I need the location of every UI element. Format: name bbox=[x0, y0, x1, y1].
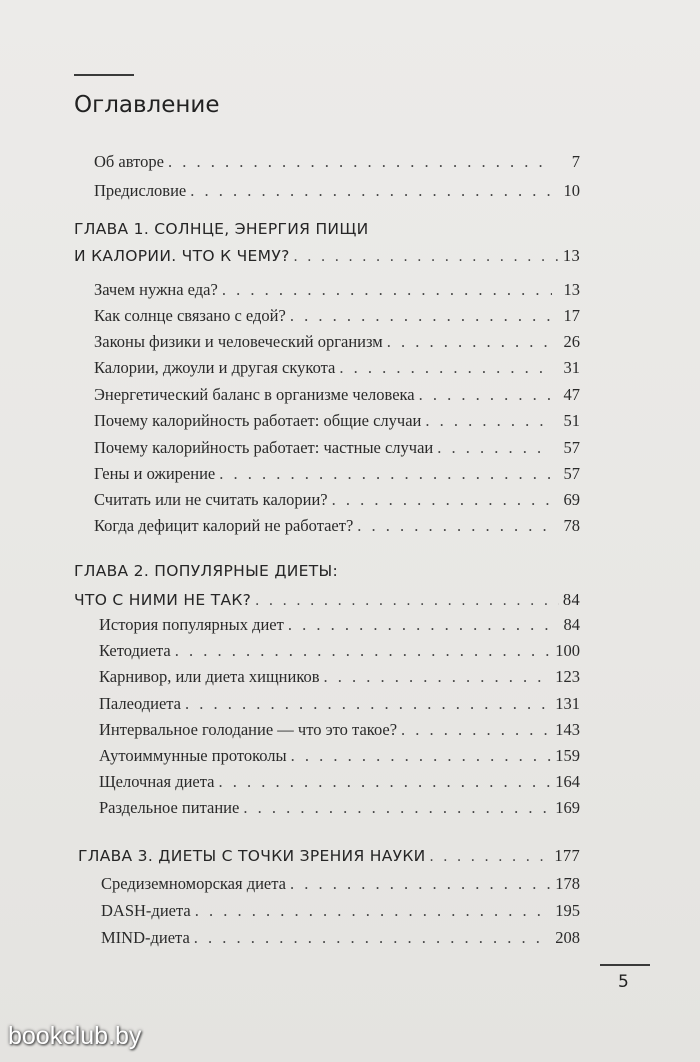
leader-dots bbox=[324, 667, 552, 687]
leader-dots bbox=[195, 901, 552, 921]
toc-entry bbox=[94, 358, 580, 378]
toc-entry-page: 123 bbox=[555, 667, 580, 686]
toc-entry bbox=[99, 798, 580, 818]
toc-entry bbox=[99, 667, 580, 687]
toc-entry bbox=[99, 694, 580, 714]
toc-entry-label: Палеодиета bbox=[99, 694, 182, 713]
toc-entry bbox=[94, 490, 580, 510]
leader-dots bbox=[185, 694, 551, 714]
leader-dots bbox=[419, 385, 552, 405]
leader-dots bbox=[219, 464, 552, 484]
toc-entry-page: 57 bbox=[563, 438, 580, 457]
leader-dots bbox=[437, 438, 552, 458]
toc-entry-page: 169 bbox=[555, 798, 580, 817]
toc-entry-label: DASH-диета bbox=[101, 901, 191, 920]
toc-entry-page: 7 bbox=[571, 152, 580, 171]
toc-entry-page: 178 bbox=[555, 874, 580, 893]
toc-entry-page: 164 bbox=[555, 772, 580, 791]
leader-dots bbox=[168, 152, 552, 172]
watermark: bookclub.by bbox=[8, 1022, 142, 1050]
chapter-heading bbox=[74, 562, 580, 610]
toc-entry-label: Об авторе bbox=[94, 152, 164, 171]
toc-title: Оглавление bbox=[74, 92, 220, 118]
toc-entry-label: Почему калорийность работает: частные случаи bbox=[94, 438, 434, 457]
chapter-heading bbox=[74, 220, 580, 266]
toc-entry-label: Кетодиета bbox=[99, 641, 171, 660]
toc-entry-page: 57 bbox=[563, 464, 580, 483]
toc-entry-label: Как солнце связано с едой? bbox=[94, 306, 286, 325]
toc-entry-label: Средиземноморская диета bbox=[101, 874, 286, 893]
leader-dots bbox=[401, 720, 551, 740]
leader-dots bbox=[357, 516, 552, 536]
chapter-title-line1: ГЛАВА 2. ПОПУЛЯРНЫЕ ДИЕТЫ: bbox=[74, 562, 339, 580]
toc-entry-page: 100 bbox=[555, 641, 580, 660]
toc-entry-page: 84 bbox=[563, 615, 580, 634]
leader-dots bbox=[218, 772, 551, 792]
toc-entry-label: MIND-диета bbox=[101, 928, 190, 947]
chapter-page: 84 bbox=[562, 590, 580, 609]
toc-entry-page: 31 bbox=[563, 358, 580, 377]
toc-entry bbox=[94, 306, 580, 326]
toc-entry-page: 13 bbox=[563, 280, 580, 299]
top-rule bbox=[74, 74, 134, 76]
toc-entry-page: 17 bbox=[563, 306, 580, 325]
toc-entry-label: Считать или не считать калории? bbox=[94, 490, 328, 509]
leader-dots bbox=[175, 641, 551, 661]
leader-dots bbox=[255, 592, 559, 610]
toc-entry-page: 26 bbox=[563, 332, 580, 351]
toc-entry-label: Предисловие bbox=[94, 181, 187, 200]
toc-entry bbox=[94, 516, 580, 536]
chapter-page: 177 bbox=[554, 846, 580, 865]
toc-entry bbox=[94, 152, 580, 172]
toc-entry bbox=[99, 746, 580, 766]
toc-entry bbox=[94, 332, 580, 352]
toc-entry-label: Энергетический баланс в организме человека bbox=[94, 385, 415, 404]
toc-entry bbox=[101, 928, 580, 948]
leader-dots bbox=[294, 248, 559, 266]
toc-entry-page: 195 bbox=[555, 901, 580, 920]
toc-entry bbox=[101, 901, 580, 921]
leader-dots bbox=[339, 358, 552, 378]
toc-entry bbox=[99, 615, 580, 635]
page-number: 5 bbox=[618, 972, 629, 992]
toc-entry bbox=[99, 772, 580, 792]
toc-entry bbox=[94, 181, 580, 201]
leader-dots bbox=[387, 332, 552, 352]
chapter-title-line2: ГЛАВА 3. ДИЕТЫ С ТОЧКИ ЗРЕНИЯ НАУКИ bbox=[78, 847, 426, 865]
toc-entry bbox=[94, 280, 580, 300]
toc-entry bbox=[99, 720, 580, 740]
chapter-title-line2: ЧТО С НИМИ НЕ ТАК? bbox=[74, 591, 252, 609]
toc-entry-label: Гены и ожирение bbox=[94, 464, 216, 483]
toc-entry-label: Щелочная диета bbox=[99, 772, 215, 791]
footer-rule bbox=[600, 964, 650, 966]
toc-entry-label: Калории, джоули и другая скукота bbox=[94, 358, 336, 377]
toc-entry-label: Карнивор, или диета хищников bbox=[99, 667, 320, 686]
chapter-page: 13 bbox=[562, 246, 580, 265]
chapter-heading bbox=[78, 846, 580, 866]
leader-dots bbox=[243, 798, 551, 818]
toc-entry bbox=[94, 385, 580, 405]
toc-entry-page: 78 bbox=[563, 516, 580, 535]
chapter-title-line2: И КАЛОРИИ. ЧТО К ЧЕМУ? bbox=[74, 247, 290, 265]
toc-entry-page: 47 bbox=[563, 385, 580, 404]
leader-dots bbox=[290, 306, 552, 326]
leader-dots bbox=[425, 411, 552, 431]
toc-entry-label: Почему калорийность работает: общие случаи bbox=[94, 411, 422, 430]
toc-entry bbox=[101, 874, 580, 894]
toc-entry-page: 143 bbox=[555, 720, 580, 739]
toc-entry-page: 131 bbox=[555, 694, 580, 713]
toc-entry-label: Зачем нужна еда? bbox=[94, 280, 218, 299]
leader-dots bbox=[332, 490, 552, 510]
toc-entry bbox=[94, 438, 580, 458]
leader-dots bbox=[288, 615, 552, 635]
toc-entry bbox=[94, 464, 580, 484]
toc-entry-label: Интервальное голодание — что это такое? bbox=[99, 720, 398, 739]
toc-entry-label: История популярных диет bbox=[99, 615, 284, 634]
leader-dots bbox=[290, 874, 551, 894]
leader-dots bbox=[190, 181, 552, 201]
toc-entry-label: Когда дефицит калорий не работает? bbox=[94, 516, 354, 535]
chapter-title-line1: ГЛАВА 1. СОЛНЦЕ, ЭНЕРГИЯ ПИЩИ bbox=[74, 220, 369, 238]
toc-entry bbox=[94, 411, 580, 431]
toc-entry-label: Законы физики и человеческий организм bbox=[94, 332, 383, 351]
leader-dots bbox=[291, 746, 552, 766]
toc-entry-label: Раздельное питание bbox=[99, 798, 240, 817]
toc-entry bbox=[99, 641, 580, 661]
leader-dots bbox=[222, 280, 552, 300]
toc-entry-page: 69 bbox=[563, 490, 580, 509]
toc-entry-label: Аутоиммунные протоколы bbox=[99, 746, 287, 765]
leader-dots bbox=[430, 848, 551, 866]
toc-entry-page: 208 bbox=[555, 928, 580, 947]
toc-entry-page: 10 bbox=[563, 181, 580, 200]
leader-dots bbox=[194, 928, 551, 948]
toc-entry-page: 51 bbox=[563, 411, 580, 430]
toc-entry-page: 159 bbox=[555, 746, 580, 765]
